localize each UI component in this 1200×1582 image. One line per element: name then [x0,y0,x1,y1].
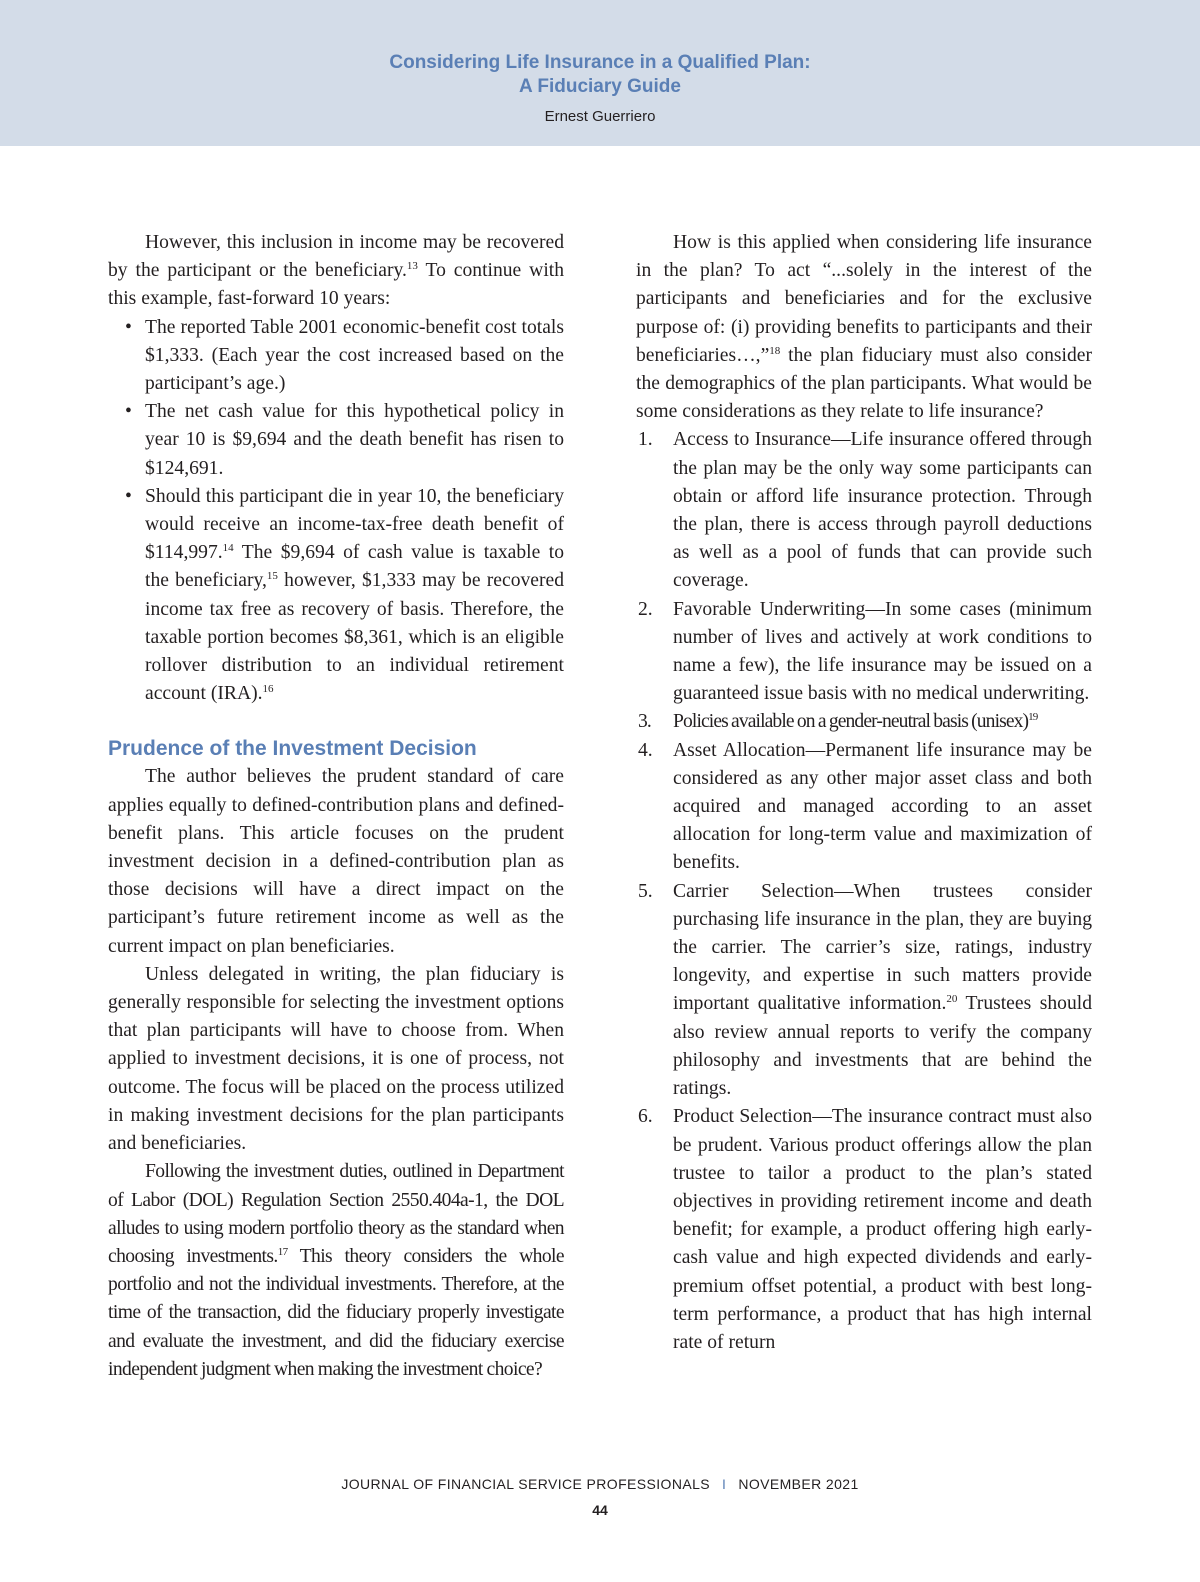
paragraph-text: This theory considers the whole portfolio and not the individual investments. Therefore, at the time of the transaction, did the fiduciary properly investigate and evaluate the investment, and did the fiduciary exercise independent judgment when making the investment choice? [108,1245,564,1380]
bullet-item [108,483,564,709]
paragraph: Unless delegated in writing, the plan fiduciary is generally responsible for selecting the investment options that plan participants will have to choose from. When applied to investment decisions, it is one of process, not outcome. The focus will be placed on the process utilized in making investment decisions for the plan participants and beneficiaries. [108,963,564,1155]
list-number: 4. [638,739,653,761]
paragraph-text: Following the investment duties, outlined in Department of Labor (DOL) Regulation Section 2550.404a-1, the DOL alludes to using modern portfolio theory as the standard when choosing investments. [108,1161,564,1267]
footer-date: NOVEMBER 2021 [738,1476,859,1492]
page-number: 44 [592,1502,608,1518]
header-title-line-2: A Fiduciary Guide [519,76,681,97]
list-text: Product Selection—The insurance contract must also be prudent. Various product offerings allow the plan trustee to tailor a product to the plan’s stated objectives in providing retirement income and death benefit; for example, a product offering high early-cash value and high expected dividends and early-premium offset potential, a product with best long-term performance, a product that has high internal rate of return [673,1106,1092,1353]
paragraph-text: To continue with this example, fast-forward 10 years: [108,260,564,310]
header-title-line-1: Considering Life Insurance in a Qualified Plan: [389,52,811,73]
list-text: Trustees should also review annual reports to verify the company philosophy and investments that are behind the ratings. [673,993,1092,1100]
page-header [0,0,1200,146]
paragraph [636,229,1092,426]
list-text: Favorable Underwriting—In some cases (minimum number of lives and actively at work conditions to name a few), the life insurance may be issued on a guaranteed issue basis with no medical underwriting. [673,598,1092,705]
footnote-ref: 20 [946,993,958,1006]
list-item [636,596,1092,709]
paragraph-text: How is this applied when considering life insurance in the plan? To act “...solely in the interest of the participants and beneficiaries and for the exclusive purpose of: (i) providing benefits to participants and their beneficiaries…,” [636,232,1092,366]
bullet-text: The $9,694 of cash value is taxable to the beneficiary, [145,542,564,592]
bullet-item [108,314,564,399]
header-author: Ernest Guerriero [544,108,656,125]
list-number: 5. [638,880,653,902]
left-column [108,229,564,1384]
bullet-item [108,398,564,483]
footnote-ref: 15 [266,570,278,583]
list-number: 6. [638,1106,653,1128]
paragraph-text: However, this inclusion in income may be recovered by the participant or the beneficiary. [108,232,564,282]
footer-journal: JOURNAL OF FINANCIAL SERVICE PROFESSIONALS [341,1476,711,1492]
list-text: Access to Insurance—Life insurance offered through the plan may be the only way some participants can obtain or afford life insurance protection. Through the plan, there is access through payroll deductions as well as a pool of funds that can provide such coverage. [673,429,1092,592]
bullet-text: Should this participant die in year 10, the beneficiary would receive an income-tax-free death benefit of $114,997. [145,485,564,564]
list-text: Carrier Selection—When trustees consider purchasing life insurance in the plan, they are buying the carrier. The carrier’s size, ratings, industry longevity, and expertise in such matters provide important qualitative information. [673,880,1092,1015]
paragraph: The author believes the prudent standard of care applies equally to defined-contribution plans and defined-benefit plans. This article focuses on the prudent investment decision in a defined-contribution plan as those decisions will have a direct impact on the participant’s future retirement income as well as the current impact on plan beneficiaries. [108,766,564,957]
footer-separator: I [722,1476,727,1492]
list-text: Policies available on a gender-neutral basis (unisex) [673,711,1029,733]
section-heading: Prudence of the Investment Decision [108,737,477,761]
footnote-ref: 16 [262,683,274,696]
list-text: Asset Allocation—Permanent life insurance may be considered as any other major asset class and both acquired and managed according to an asset allocation for long-term value and maximization of benefits. [673,739,1092,874]
footnote-ref: 14 [222,542,234,555]
list-item [636,737,1092,878]
footnote-ref: 18 [769,344,781,357]
list-item [636,708,1092,736]
paragraph [108,1158,564,1384]
bullet-text: The reported Table 2001 economic-benefit cost totals $1,333. (Each year the cost increased based on the participant’s age.) [145,316,564,395]
footnote-ref: 13 [406,260,418,273]
footnote-ref: 19 [1028,711,1038,724]
bullet-text: however, $1,333 may be recovered income tax free as recovery of basis. Therefore, the taxable portion becomes $8,361, which is an eligible rollover distribution to an individual retirement account (IRA). [145,570,565,705]
page-footer [0,1476,1200,1492]
list-number: 2. [638,598,653,620]
list-item [636,426,1092,595]
list-number: 3. [638,711,651,733]
paragraph [108,229,564,314]
bullet-text: The net cash value for this hypothetical policy in year 10 is $9,694 and the death benefit has risen to $124,691. [145,401,564,479]
bullet-list [108,314,564,709]
numbered-list [636,426,1092,1357]
list-item [636,1103,1092,1357]
list-item [636,878,1092,1104]
list-number: 1. [638,429,653,451]
footnote-ref: 17 [277,1245,288,1258]
paragraph-text: the plan fiduciary must also consider the demographics of the plan participants. What would be some considerations as they relate to life insurance? [636,344,1092,423]
right-column [636,229,1092,1357]
